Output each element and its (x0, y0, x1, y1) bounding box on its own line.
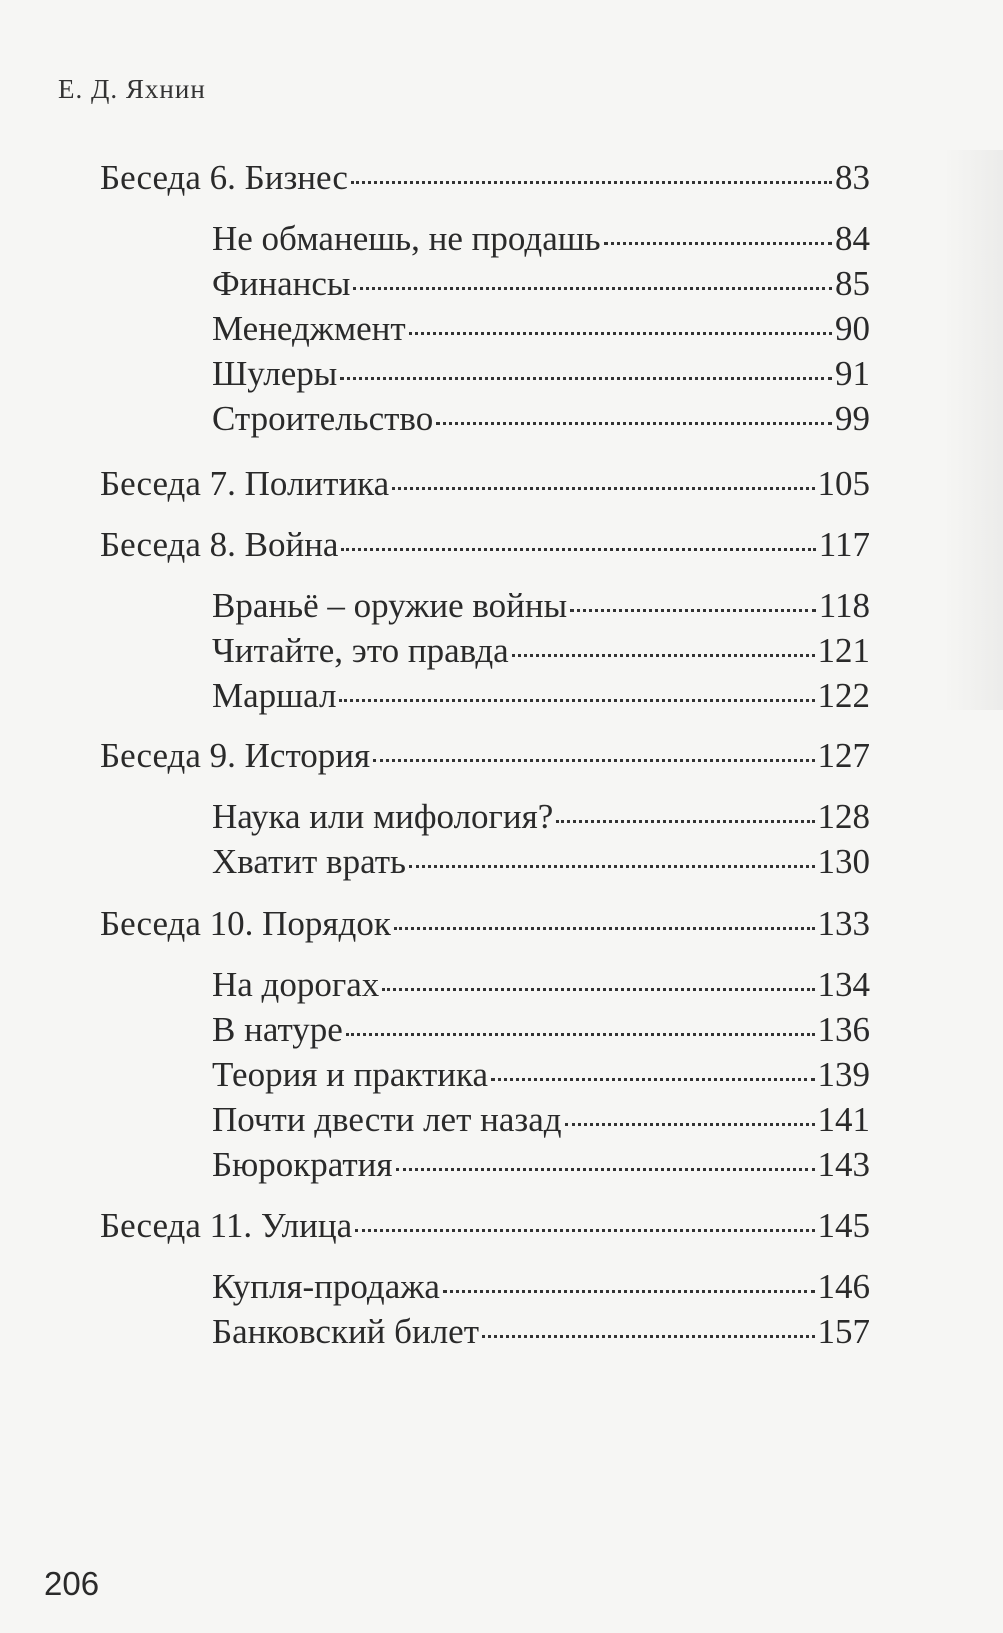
toc-entry (212, 1012, 870, 1047)
dot-leader (382, 988, 814, 991)
toc-entry-title: Беседа 10. Порядок (100, 904, 391, 943)
toc-entry-page: 99 (835, 399, 870, 438)
toc-entry-page: 133 (817, 904, 870, 943)
toc-entry (212, 1147, 870, 1182)
dot-leader (340, 377, 832, 380)
toc-entry (100, 527, 870, 562)
dot-leader (512, 654, 815, 657)
dot-leader (482, 1335, 815, 1338)
toc-entry (212, 1314, 870, 1349)
toc-entry-title: Шулеры (212, 354, 338, 393)
toc-entry-title: Не обманешь, не продашь (212, 219, 601, 258)
toc-entry-page: 121 (817, 631, 870, 670)
dot-leader (346, 1033, 815, 1036)
toc-entry (212, 1269, 870, 1304)
dot-leader (604, 242, 832, 245)
toc-entry-title: Беседа 6. Бизнес (100, 158, 348, 197)
toc-entry (212, 221, 870, 256)
dot-leader (339, 699, 814, 702)
toc-entry-title: Наука или мифология? (212, 797, 554, 836)
toc-entry-page: 139 (817, 1055, 870, 1094)
toc-entry (212, 844, 870, 879)
toc-entry (212, 633, 870, 668)
toc-entry-title: Хватит врать (212, 842, 406, 881)
dot-leader (373, 759, 814, 762)
toc-entry-title: Менеджмент (212, 309, 406, 348)
dot-leader (355, 1229, 814, 1232)
dot-leader (392, 487, 814, 490)
toc-entry-title: Финансы (212, 264, 351, 303)
toc-entry (212, 311, 870, 346)
dot-leader (341, 548, 815, 551)
toc-entry-title: Почти двести лет назад (212, 1100, 562, 1139)
toc-entry (212, 678, 870, 713)
dot-leader (443, 1290, 815, 1293)
toc-entry-title: Купля-продажа (212, 1267, 440, 1306)
dot-leader (353, 287, 832, 290)
dot-leader (409, 865, 815, 868)
toc-entry (212, 1102, 870, 1137)
toc-entry (212, 401, 870, 436)
toc-entry-title: На дорогах (212, 965, 380, 1004)
toc-entry-page: 157 (817, 1312, 870, 1351)
dot-leader (351, 181, 832, 184)
toc-entry-title: Строительство (212, 399, 434, 438)
toc-entry-page: 85 (835, 264, 870, 303)
toc-entry-page: 134 (817, 965, 870, 1004)
toc-entry (212, 356, 870, 391)
toc-entry-page: 136 (817, 1010, 870, 1049)
toc-entry-title: Беседа 9. История (100, 736, 371, 775)
toc-entry-page: 143 (817, 1145, 870, 1184)
toc-entry-title: Беседа 8. Война (100, 525, 339, 564)
dot-leader (556, 820, 814, 823)
toc-entry (212, 588, 870, 623)
toc-entry (100, 1208, 870, 1243)
toc-entry (100, 160, 870, 195)
facing-page-shadow (943, 150, 1003, 710)
running-head: Е. Д. Яхнин (58, 74, 206, 104)
toc-entry-title: Беседа 7. Политика (100, 464, 390, 503)
toc-entry (212, 1057, 870, 1092)
dot-leader (565, 1123, 815, 1126)
toc-entry-title: Банковский билет (212, 1312, 479, 1351)
toc-entry-title: Теория и практика (212, 1055, 488, 1094)
toc-entry-page: 145 (817, 1206, 870, 1245)
toc-entry (100, 738, 870, 773)
toc-entry (212, 266, 870, 301)
toc-entry-title: Беседа 11. Улица (100, 1206, 353, 1245)
dot-leader (409, 332, 832, 335)
dot-leader (396, 1168, 815, 1171)
toc-entry-page: 117 (818, 525, 870, 564)
toc-entry-page: 130 (817, 842, 870, 881)
toc-entry-page: 118 (818, 586, 870, 625)
toc-entry (212, 967, 870, 1002)
toc-entry-page: 83 (835, 158, 870, 197)
dot-leader (394, 927, 815, 930)
toc-entry-page: 91 (835, 354, 870, 393)
toc-entry-page: 90 (835, 309, 870, 348)
dot-leader (436, 422, 832, 425)
toc-entry-page: 146 (817, 1267, 870, 1306)
dot-leader (491, 1078, 815, 1081)
toc-entry-page: 122 (817, 676, 870, 715)
toc-entry (212, 799, 870, 834)
toc-entry-page: 127 (817, 736, 870, 775)
toc-entry (100, 466, 870, 501)
toc-entry (100, 906, 870, 941)
toc-entry-title: Бюрократия (212, 1145, 393, 1184)
toc-entry-page: 84 (835, 219, 870, 258)
page-number: 206 (44, 1565, 100, 1602)
dot-leader (570, 609, 816, 612)
toc-entry-title: Враньё – оружие войны (212, 586, 568, 625)
toc-entry-title: Читайте, это правда (212, 631, 509, 670)
toc-entry-page: 141 (817, 1100, 870, 1139)
toc-entry-page: 105 (817, 464, 870, 503)
toc-entry-page: 128 (817, 797, 870, 836)
toc-entry-title: В натуре (212, 1010, 343, 1049)
toc-entry-title: Маршал (212, 676, 337, 715)
